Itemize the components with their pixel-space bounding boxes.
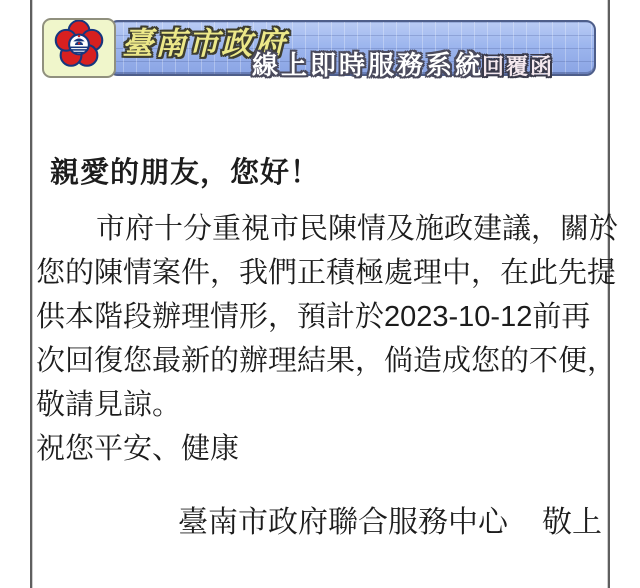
paragraph-line: 次回復您最新的辦理結果，倘造成您的不便， — [36, 345, 617, 377]
signature-org: 臺南市政府聯合服務中心 — [178, 506, 508, 539]
paragraph-line: 您的陳情案件，我們正積極處理中，在此先提 — [36, 257, 617, 289]
signature-signoff: 敬上 — [542, 506, 602, 539]
header — [38, 18, 602, 80]
logo-box — [42, 18, 116, 78]
org-title: 臺南市政府 — [122, 26, 287, 61]
closing-wish: 祝您平安、健康 — [36, 433, 240, 465]
paragraph-line: 市府十分重視市民陳情及施政建議，關於 — [96, 213, 619, 245]
letter-frame — [30, 0, 619, 588]
greeting: 親愛的朋友，您好！ — [50, 157, 321, 189]
letter-body — [32, 80, 619, 541]
paragraph-line: 敬請見諒。 — [36, 389, 182, 421]
paragraph — [36, 207, 619, 427]
signature-row — [36, 497, 604, 541]
tainan-city-emblem-icon — [50, 20, 108, 77]
header-banner — [108, 20, 596, 80]
paragraph-line: 供本階段辦理情形，預計於2023-10-12前再 — [36, 301, 591, 333]
doc-type-label: 回覆函 — [482, 54, 555, 79]
system-title: 線上即時服務系統 — [252, 50, 485, 80]
